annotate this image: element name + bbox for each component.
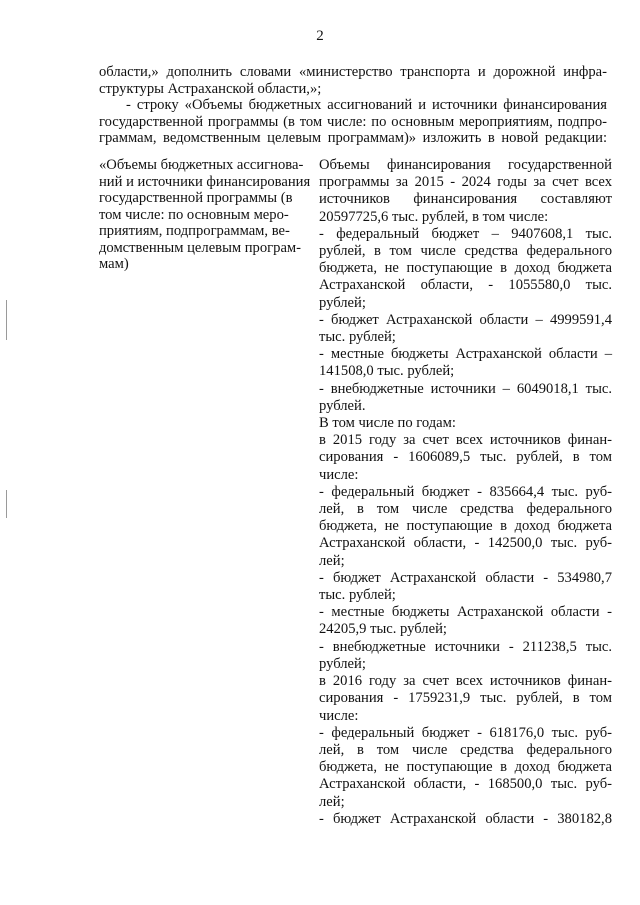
left-cell-line: приятиям, подпрограммам, ве- bbox=[99, 223, 290, 239]
right-cell-line: сирования - 1606089,5 тыс. рублей, в том bbox=[319, 449, 612, 466]
right-cell-line: бюджета, не поступающие в доход бюджета bbox=[319, 260, 612, 277]
right-cell-line: рублей, в том числе средства федерального bbox=[319, 243, 612, 260]
right-cell-line: лей, в том числе средства федерального bbox=[319, 501, 612, 518]
right-cell-line: Объемы финансирования государственной bbox=[319, 157, 612, 173]
right-cell-line: рублей; bbox=[319, 294, 366, 311]
right-cell-line: лей, в том числе средства федерального bbox=[319, 741, 612, 758]
right-cell-line: - бюджет Астраханской области – 4999591,4 bbox=[319, 311, 612, 328]
left-cell-line: государственной программы (в bbox=[99, 190, 293, 206]
intro-line: граммам, ведомственным целевым программам)» изложить в новой редакции: bbox=[99, 130, 607, 146]
right-cell-line: - местные бюджеты Астраханской области – bbox=[319, 346, 612, 363]
right-cell-line: программы за 2015 - 2024 годы за счет всех bbox=[319, 174, 612, 191]
right-cell-line: - внебюджетные источники – 6049018,1 тыс. bbox=[319, 380, 612, 397]
intro-line: - строку «Объемы бюджетных ассигнований и источники финансирования bbox=[126, 97, 607, 113]
right-cell-line: Астраханской области, - 168500,0 тыс. руб- bbox=[319, 776, 612, 793]
page-number: 2 bbox=[316, 28, 324, 44]
table-left-cell bbox=[99, 157, 313, 273]
scan-margin-marks bbox=[6, 300, 8, 530]
right-cell-line: Астраханской области, - 142500,0 тыс. руб- bbox=[319, 535, 612, 552]
right-cell-line: лей; bbox=[319, 793, 345, 810]
right-cell-line: сирования - 1759231,9 тыс. рублей, в том bbox=[319, 690, 612, 707]
right-cell-line: числе: bbox=[319, 466, 359, 483]
right-cell-line: бюджета, не поступающие в доход бюджета bbox=[319, 518, 612, 535]
right-cell-line: рублей; bbox=[319, 655, 366, 672]
left-cell-line: «Объемы бюджетных ассигнова- bbox=[99, 157, 304, 173]
right-cell-line: 141508,0 тыс. рублей; bbox=[319, 363, 455, 380]
intro-line: структуры Астраханской области,»; bbox=[99, 80, 322, 97]
right-cell-line: бюджета, не поступающие в доход бюджета bbox=[319, 759, 612, 776]
right-cell-line: тыс. рублей; bbox=[319, 587, 396, 604]
right-cell-line: лей; bbox=[319, 552, 345, 569]
intro-line: государственной программы (в том числе: по основным мероприятиям, подпро- bbox=[99, 113, 607, 130]
right-cell-line: В том числе по годам: bbox=[319, 415, 456, 432]
table-right-cell bbox=[319, 157, 612, 828]
right-cell-line: источников финансирования составляют bbox=[319, 191, 612, 208]
right-cell-line: - федеральный бюджет - 618176,0 тыс. руб- bbox=[319, 724, 612, 741]
right-cell-line: в 2016 году за счет всех источников финан- bbox=[319, 673, 612, 690]
right-cell-line: Астраханской области, - 1055580,0 тыс. bbox=[319, 277, 612, 294]
right-cell-line: рублей. bbox=[319, 397, 366, 414]
right-cell-line: - местные бюджеты Астраханской области - bbox=[319, 604, 612, 621]
intro-line: области,» дополнить словами «министерство транспорта и дорожной инфра- bbox=[99, 64, 607, 80]
right-cell-line: - внебюджетные источники - 211238,5 тыс. bbox=[319, 638, 612, 655]
right-cell-line: тыс. рублей; bbox=[319, 329, 396, 346]
left-cell-line: ний и источники финансирования bbox=[99, 173, 311, 190]
right-cell-line: 20597725,6 тыс. рублей, в том числе: bbox=[319, 208, 549, 225]
intro-paragraph bbox=[99, 64, 607, 147]
left-cell-line: домственным целевым програм- bbox=[99, 239, 302, 256]
right-cell-line: - бюджет Астраханской области - 380182,8 bbox=[319, 810, 612, 827]
right-cell-line: - федеральный бюджет – 9407608,1 тыс. bbox=[319, 225, 612, 242]
right-cell-line: числе: bbox=[319, 707, 359, 724]
right-cell-line: 24205,9 тыс. рублей; bbox=[319, 621, 447, 638]
right-cell-line: в 2015 году за счет всех источников финан- bbox=[319, 432, 612, 449]
left-cell-line: мам) bbox=[99, 256, 129, 272]
left-cell-line: том числе: по основным меро- bbox=[99, 206, 289, 223]
right-cell-line: - бюджет Астраханской области - 534980,7 bbox=[319, 569, 612, 586]
right-cell-line: - федеральный бюджет - 835664,4 тыс. руб- bbox=[319, 483, 612, 500]
